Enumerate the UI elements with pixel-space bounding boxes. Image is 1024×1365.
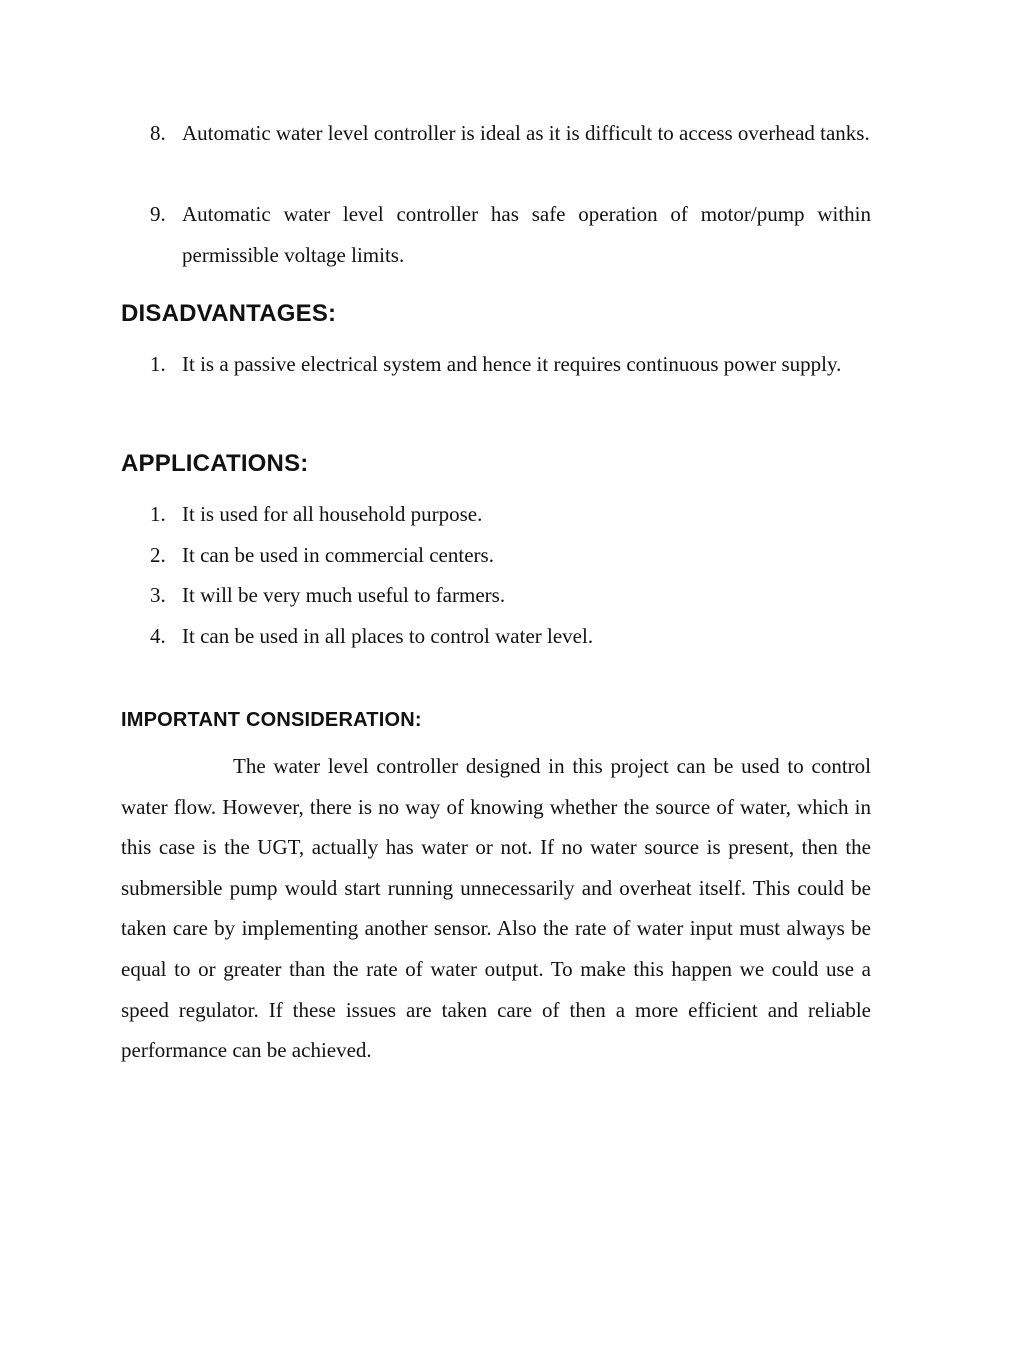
section-heading-important-consideration: IMPORTANT CONSIDERATION: [121, 709, 422, 731]
list-item-text: It will be very much useful to farmers. [182, 583, 506, 607]
list-item-number: 3. [150, 583, 166, 607]
list-item-number: 2. [150, 543, 166, 567]
list-item-number: 1. [150, 502, 166, 526]
section-heading-applications: APPLICATIONS: [121, 450, 309, 477]
section-heading-disadvantages: DISADVANTAGES: [121, 300, 337, 327]
list-item-number: 4. [150, 624, 166, 648]
list-item-text: It is a passive electrical system and hence it requires continuous power supply. [182, 352, 842, 376]
list-item-text: It is used for all household purpose. [182, 502, 483, 526]
list-item-number: 8. [150, 121, 166, 145]
list-item-text: Automatic water level controller is ideal as it is difficult to access overhead tanks. [182, 121, 870, 145]
body-paragraph: The water level controller designed in this project can be used to control water flow. However, there is no way of knowing whether the source of water, which in this case is the UGT, actually has water or not. If no water source is present, then the submersible pump would start running unnecessarily and overheat itself. This could be taken care by implementing another sensor. Also the rate of water input must always be equal to or greater than the rate of water output. To make this happen we could use a speed regulator. If these issues are taken care of then a more efficient and reliable performance can be achieved. [121, 754, 871, 1063]
list-item-text: Automatic water level controller has safe operation of motor/pump within permissible voltage limits. [182, 202, 871, 267]
list-item-number: 1. [150, 352, 166, 376]
list-item-text: It can be used in commercial centers. [182, 543, 494, 567]
list-item-text: It can be used in all places to control water level. [182, 624, 594, 648]
list-item-number: 9. [150, 202, 166, 226]
